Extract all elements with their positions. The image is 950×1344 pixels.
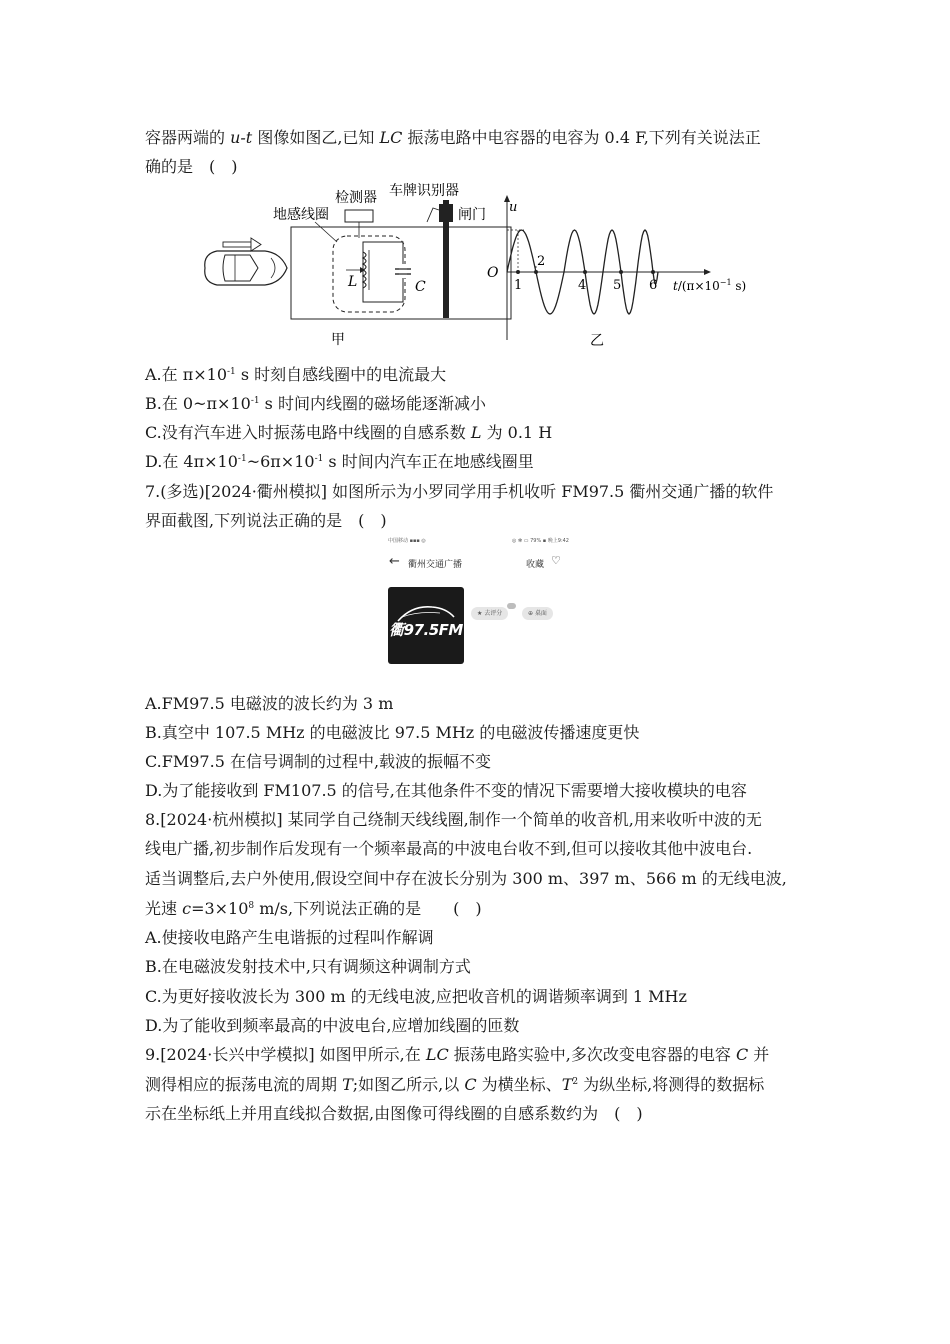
q7-stem-line-1: 7.(多选)[2024·衢州模拟] 如图所示为小罗同学用手机收听 FM97.5 衢州交通广播的软件 <box>145 482 774 501</box>
label-gate: 闸门 <box>458 207 486 223</box>
q9-stem-line-1: 9.[2024·长兴中学模拟] 如图甲所示,在 LC 振荡电路实验中,多次改变电容器的电容 C 并 <box>145 1045 770 1064</box>
heart-icon[interactable]: ♡ <box>551 554 561 567</box>
tick-label-4: 4 <box>578 278 587 293</box>
tick-label-2: 2 <box>537 254 546 269</box>
q8-stem-line-2: 线电广播,初步制作后发现有一个频率最高的中波电台收不到,但可以接收其他中波电台. <box>145 839 753 858</box>
status-bar-right: ◎ ✻ ▭ 79% ▪ 晚上9:42 <box>512 538 569 544</box>
label-origin: O <box>487 265 499 281</box>
plate-recognizer-box <box>439 204 453 222</box>
q6-option-b: B.在 $0\sim\pi\times 10^{-1}$ s 时间内线圈的磁场能逐渐减小 <box>145 394 486 413</box>
caption-jia: 甲 <box>331 332 345 348</box>
station-title: 衢州交通广播 <box>408 560 463 570</box>
label-ground-coil: 地感线圈 <box>273 207 329 223</box>
status-bar-left: 中国移动 ▪▪▪ ◎ <box>388 538 426 544</box>
lc-circuit <box>346 242 411 302</box>
caption-yi: 乙 <box>590 333 604 349</box>
q8-option-b: B.在电磁波发射技术中,只有调频这种调制方式 <box>145 957 471 976</box>
radio-app-screenshot <box>386 533 571 666</box>
label-inductor: L <box>348 274 358 290</box>
q6-stem-line-2: 确的是 ( ) <box>145 157 238 176</box>
q7-option-d: D.为了能接收到 FM107.5 的信号,在其他条件不变的情况下需要增大接收模块的电容 <box>145 781 747 800</box>
detector-box <box>345 210 373 222</box>
tick-label-1: 1 <box>514 278 523 293</box>
back-arrow-icon[interactable]: ← <box>389 554 400 569</box>
favorite-button[interactable]: 收藏 <box>526 560 545 570</box>
q7-option-a: A.FM97.5 电磁波的波长约为 3 m <box>145 694 394 713</box>
q6-option-d: D.在 $4\pi\times 10^{-1}\sim 6\pi\times 10^{-1}$ s 时间内汽车正在地感线圈里 <box>145 452 534 471</box>
q8-stem-line-3: 适当调整后,去户外使用,假设空间中存在波长分别为 300 m、397 m、566 m 的无线电波, <box>145 869 787 888</box>
q8-option-a: A.使接收电路产生电谐振的过程叫作解调 <box>145 928 434 947</box>
q7-stem-line-2: 界面截图,下列说法正确的是 ( ) <box>145 511 387 530</box>
q6-option-c: C.没有汽车进入时振荡电路中线圈的自感系数 L 为 0.1 H <box>145 423 553 442</box>
q8-option-d: D.为了能收到频率最高的中波电台,应增加线圈的匝数 <box>145 1016 520 1035</box>
tick-label-6: 6 <box>649 278 658 293</box>
desktop-button[interactable]: ⊕ 桌面 <box>522 607 553 620</box>
q8-stem-line-1: 8.[2024·杭州模拟] 某同学自己绕制天线线圈,制作一个简单的收音机,用来收听中波的无 <box>145 810 762 829</box>
label-plate-recognizer: 车牌识别器 <box>389 183 459 199</box>
figure-yi <box>480 190 760 355</box>
label-u: u <box>509 200 518 215</box>
station-cover-image <box>388 587 464 664</box>
q6-option-a: A.在 $\pi\times 10^{-1}$ s 时刻自感线圈中的电流最大 <box>145 365 447 384</box>
q7-option-b: B.真空中 107.5 MHz 的电磁波比 97.5 MHz 的电磁波传播速度更快 <box>145 723 640 742</box>
t-axis-label: $t/(\pi\times 10^{-1}$ s) <box>673 278 747 293</box>
label-capacitor: C <box>415 279 426 295</box>
q9-stem-line-3: 示在坐标纸上并用直线拟合数据,由图像可得线圈的自感系数约为 ( ) <box>145 1104 643 1123</box>
q6-stem-line-1: 容器两端的 u-t 图像如图乙,已知 LC 振荡电路中电容器的电容为 0.4 F,下列有关说法正 <box>145 128 761 147</box>
car-icon <box>205 251 287 285</box>
q7-option-c: C.FM97.5 在信号调制的过程中,载波的振幅不变 <box>145 752 492 771</box>
direction-arrow-icon <box>223 238 261 251</box>
q8-stem-line-4: 光速 $c=3\times 10^8$ m/s,下列说法正确的是 ( ) <box>145 899 482 918</box>
station-logo-text: 衢97.5FM <box>389 621 463 639</box>
q8-option-c: C.为更好接收波长为 300 m 的无线电波,应把收音机的调谐频率调到 1 MHz <box>145 987 687 1006</box>
label-detector: 检测器 <box>335 190 377 206</box>
rate-badge <box>507 603 516 609</box>
tick-label-5: 5 <box>613 278 622 293</box>
figure-jia <box>195 180 518 350</box>
rate-button[interactable]: ★ 去评分 <box>471 607 508 620</box>
q9-stem-line-2: 测得相应的振荡电流的周期 T;如图乙所示,以 C 为横坐标、$T^2$ 为纵坐标,将测得的数据标 <box>145 1075 765 1094</box>
